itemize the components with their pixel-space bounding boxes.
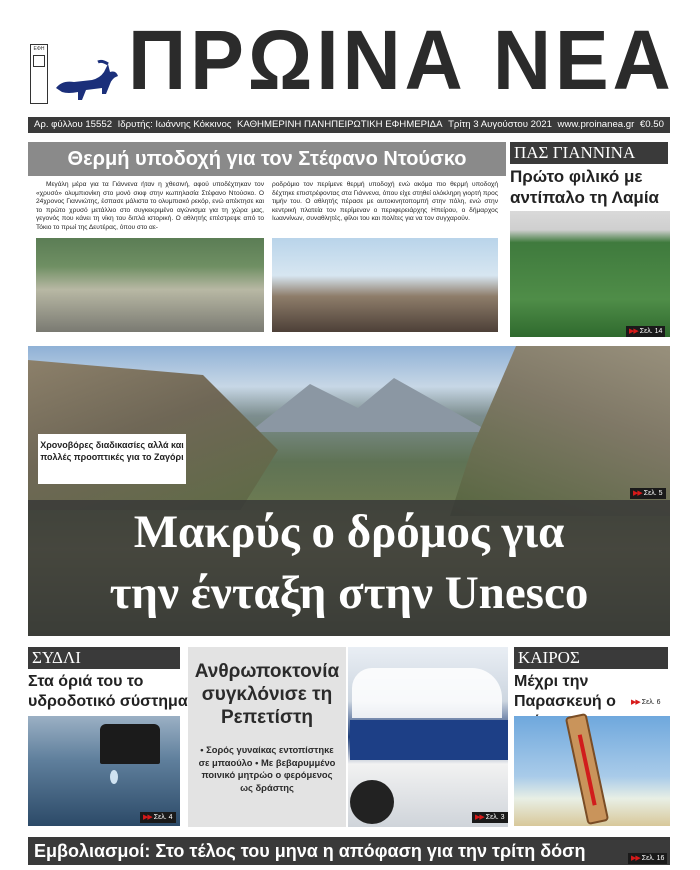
reception-crowd-photo xyxy=(272,238,498,332)
arrow-icon: ▶▶ xyxy=(631,855,640,862)
page-ref-label: Σελ. 5 xyxy=(643,490,663,497)
football-photo xyxy=(510,211,670,337)
top-story-headline[interactable]: Θερμή υποδοχή για τον Στέφανο Ντούσκο xyxy=(28,142,506,176)
weather-section-label: ΚΑΙΡΟΣ xyxy=(514,647,668,669)
page-ref-weather[interactable] xyxy=(628,697,664,708)
main-headline[interactable] xyxy=(28,502,670,632)
vaccine-headline[interactable]: Εμβολιασμοί: Στο τέλος του μηνα η απόφαση για την τρίτη δόση xyxy=(34,841,586,861)
arrow-icon: ▶▶ xyxy=(475,814,484,821)
paper-type: ΚΑΘΗΜΕΡΙΝΗ ΠΑΝΗΠΕΙΡΩΤΙΚΗ ΕΦΗΜΕΡΙΔΑ xyxy=(237,119,443,130)
police-car-windows xyxy=(352,668,502,718)
wheel-icon xyxy=(350,780,394,824)
motorcade-photo xyxy=(36,238,264,332)
sports-headline[interactable]: Πρώτο φιλικό με αντίπαλο τη Λαμία xyxy=(510,167,659,207)
crime-summary: • Σορός γυναίκας εντοπίστηκε σε μπαούλο • Με βεβαρυμμένο ποινικό μητρώο ο φερόμενος ως δράστης xyxy=(198,744,336,793)
issue-date: Τρίτη 3 Αυγούστου 2021 xyxy=(448,119,552,130)
page-ref-crime[interactable] xyxy=(472,812,508,823)
arrow-icon: ▶▶ xyxy=(631,699,640,706)
main-photo-caption[interactable]: Χρονοβόρες διαδικασίες αλλά και πολλές προοπτικές για το Ζαγόρι xyxy=(38,434,186,484)
main-headline-line-2: την ένταξη στην Unesco xyxy=(109,567,589,619)
water-drop-icon xyxy=(110,770,118,784)
top-story-column-1: Μεγάλη μέρα για τα Γιάννενα ήταν η χθεσινή, αφού υποδέχτηκαν τον «χρυσό» ολυμπιονίκη στο μονό σκιφ στην κωπηλασία Στέφανο Ντούσκο. Ο 24χρονος Γιαννιώτης, έσπασε μάλιστα το ολυμπιακό ρεκόρ, ενώ απέκτησε και το πρώτο χρυσό μετάλλιο στο συγκεκριμένο αγώνισμα για τη χώρα μας, γεγονός που κάνει τη νίκη του διπλά ιστορική. Ο αθλητής επέστρεψε από το Τόκιο το πρωί της Δευτέρας, όπου στο αε- xyxy=(36,181,264,231)
arrow-icon: ▶▶ xyxy=(633,490,642,497)
top-story-column-2: ροδρόμιο τον περίμενε θερμή υποδοχή ενώ ακόμα πιο θερμή υποδοχή δέχτηκε επιστρέφοντας στα Γιάννενα, όπου είχε στηθεί ολόκληρη γιορτή προς τιμήν του. Ο αθλητής πέρασε με αυτοκινητοπομπή στην πόλη, ενώ στην κεντρική πλατεία τον περίμεναν ο περιφερειάρχης Ηπείρου, ο δήμαρχος Ιωαννίνων, συναθλητές, φίλοι του και πολίτες για να τον συγχαρούν. xyxy=(272,181,498,223)
page-ref-label: Σελ. 14 xyxy=(639,328,663,335)
police-car-stripe xyxy=(350,720,508,760)
page-ref-sports[interactable] xyxy=(626,326,665,337)
page-ref-label: Σελ. 3 xyxy=(485,814,505,821)
seal-label: ΕΦΗ xyxy=(33,46,45,52)
founder: Ιδρυτής: Ιωάννης Κόκκινος xyxy=(117,119,232,130)
newspaper-title: ΠΡΩΙΝΑ ΝΕΑ xyxy=(128,13,675,107)
arrow-icon: ▶▶ xyxy=(143,814,152,821)
sydli-headline[interactable]: Στα όριά του το υδροδοτικό σύστημα xyxy=(28,673,188,710)
page-ref-label: Σελ. 6 xyxy=(641,699,661,706)
press-seal-icon xyxy=(30,44,48,104)
page-ref-vaccines[interactable] xyxy=(628,853,667,864)
page-ref-label: Σελ. 4 xyxy=(153,814,173,821)
sydli-section-label: ΣΥΔΛΙ xyxy=(28,647,180,669)
page-ref-main[interactable] xyxy=(630,488,666,499)
crime-headline[interactable]: Ανθρωποκτονία συγκλόνισε τη Ρεπετίστη xyxy=(194,661,340,728)
arrow-icon: ▶▶ xyxy=(629,328,638,335)
weather-headline[interactable]: Μέχρι την Παρασκευή ο xyxy=(514,673,616,710)
ibex-logo-icon xyxy=(52,58,124,106)
page-ref-label: Σελ. 16 xyxy=(641,855,665,862)
price: €0.50 xyxy=(639,119,664,130)
main-headline-line-1: Μακρύς ο δρόμος για xyxy=(133,506,565,558)
issue-number: Αρ. φύλλου 15552 xyxy=(34,119,113,130)
page-ref-sydli[interactable] xyxy=(140,812,176,823)
tap-icon xyxy=(100,724,160,764)
sports-section-label: ΠΑΣ ΓΙΑΝΝΙΝΑ xyxy=(510,142,668,164)
website-link[interactable]: www.proinanea.gr xyxy=(557,119,635,130)
issue-info-bar xyxy=(28,117,670,133)
